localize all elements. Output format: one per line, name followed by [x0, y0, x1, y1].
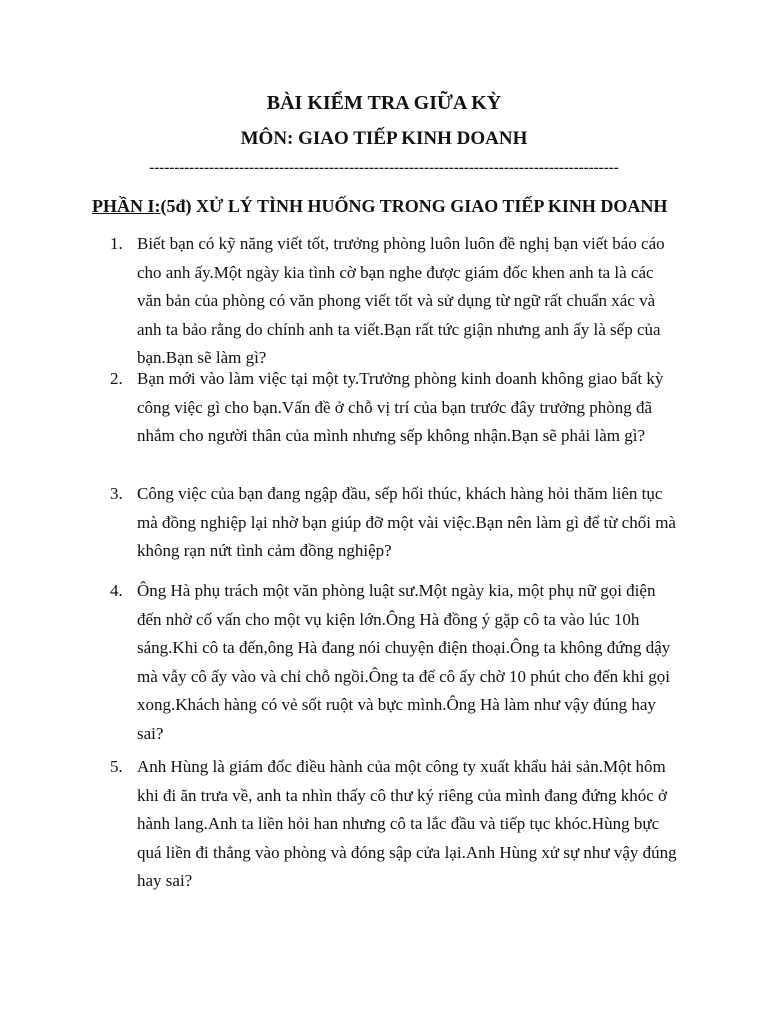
question-number: 1.: [110, 234, 123, 253]
exam-subject: MÔN: GIAO TIẾP KINH DOANH: [240, 128, 528, 149]
question-text: Công việc của bạn đang ngập đầu, sếp hối thúc, khách hàng hỏi thăm liên tục mà đồng nghiệp lại nhờ bạn giúp đỡ một vài việc.Bạn nên làm gì để từ chối mà không rạn nứt tình cảm đồng nghiệp?: [137, 484, 676, 560]
question-item: [110, 365, 680, 451]
question-number: 2.: [110, 369, 123, 388]
question-text: Ông Hà phụ trách một văn phòng luật sư.Một ngày kia, một phụ nữ gọi điện đến nhờ cố vấn cho một vụ kiện lớn.Ông Hà đồng ý gặp cô ta vào lúc 10h sáng.Khi cô ta đến,ông Hà đang nói chuyện điện thoại.Ông ta không đứng dậy mà vẫy cô ấy vào và chỉ chỗ ngồi.Ông ta để cô ấy chờ 10 phút cho đến khi gọi xong.Khách hàng có vẻ sốt ruột và bực mình.Ông Hà làm như vậy đúng hay sai?: [137, 581, 671, 743]
exam-title: BÀI KIỂM TRA GIỮA KỲ: [266, 92, 502, 114]
question-number: 3.: [110, 484, 123, 503]
question-number: 4.: [110, 581, 123, 600]
question-number: 5.: [110, 757, 123, 776]
question-item: [110, 230, 680, 373]
section-heading: [92, 196, 667, 217]
divider-line: ----------------------------------------------------------------------------------------------: [149, 160, 619, 176]
section-label: PHẦN I:: [92, 196, 161, 216]
section-title: (5đ) XỬ LÝ TÌNH HUỐNG TRONG GIAO TIẾP KINH DOANH: [160, 196, 668, 216]
question-item: [110, 480, 680, 566]
question-text: Anh Hùng là giám đốc điều hành của một công ty xuất khẩu hải sản.Một hôm khi đi ăn trưa về, anh ta nhìn thấy cô thư ký riêng của mình đang đứng khóc ở hành lang.Anh ta liền hỏi han nhưng cô ta lắc đầu và tiếp tục khóc.Hùng bực quá liền đi thẳng vào phòng và đóng sập cửa lại.Anh Hùng xử sự như vậy đúng hay sai?: [137, 757, 677, 890]
question-text: Biết bạn có kỹ năng viết tốt, trưởng phòng luôn luôn đề nghị bạn viết báo cáo cho anh ấy.Một ngày kia tình cờ bạn nghe được giám đốc khen anh ta là các văn bản của phòng có văn phong viết tốt và sử dụng từ ngữ rất chuẩn xác và anh ta bảo rằng do chính anh ta viết.Bạn rất tức giận nhưng anh ấy là sếp của bạn.Bạn sẽ làm gì?: [137, 234, 665, 367]
question-item: [110, 577, 680, 748]
question-text: Bạn mới vào làm việc tại một ty.Trưởng phòng kinh doanh không giao bất kỳ công việc gì cho bạn.Vấn đề ở chỗ vị trí của bạn trước đây trưởng phòng đã nhắm cho người thân của mình nhưng sếp không nhận.Bạn sẽ phải làm gì?: [137, 369, 664, 445]
question-item: [110, 753, 680, 896]
